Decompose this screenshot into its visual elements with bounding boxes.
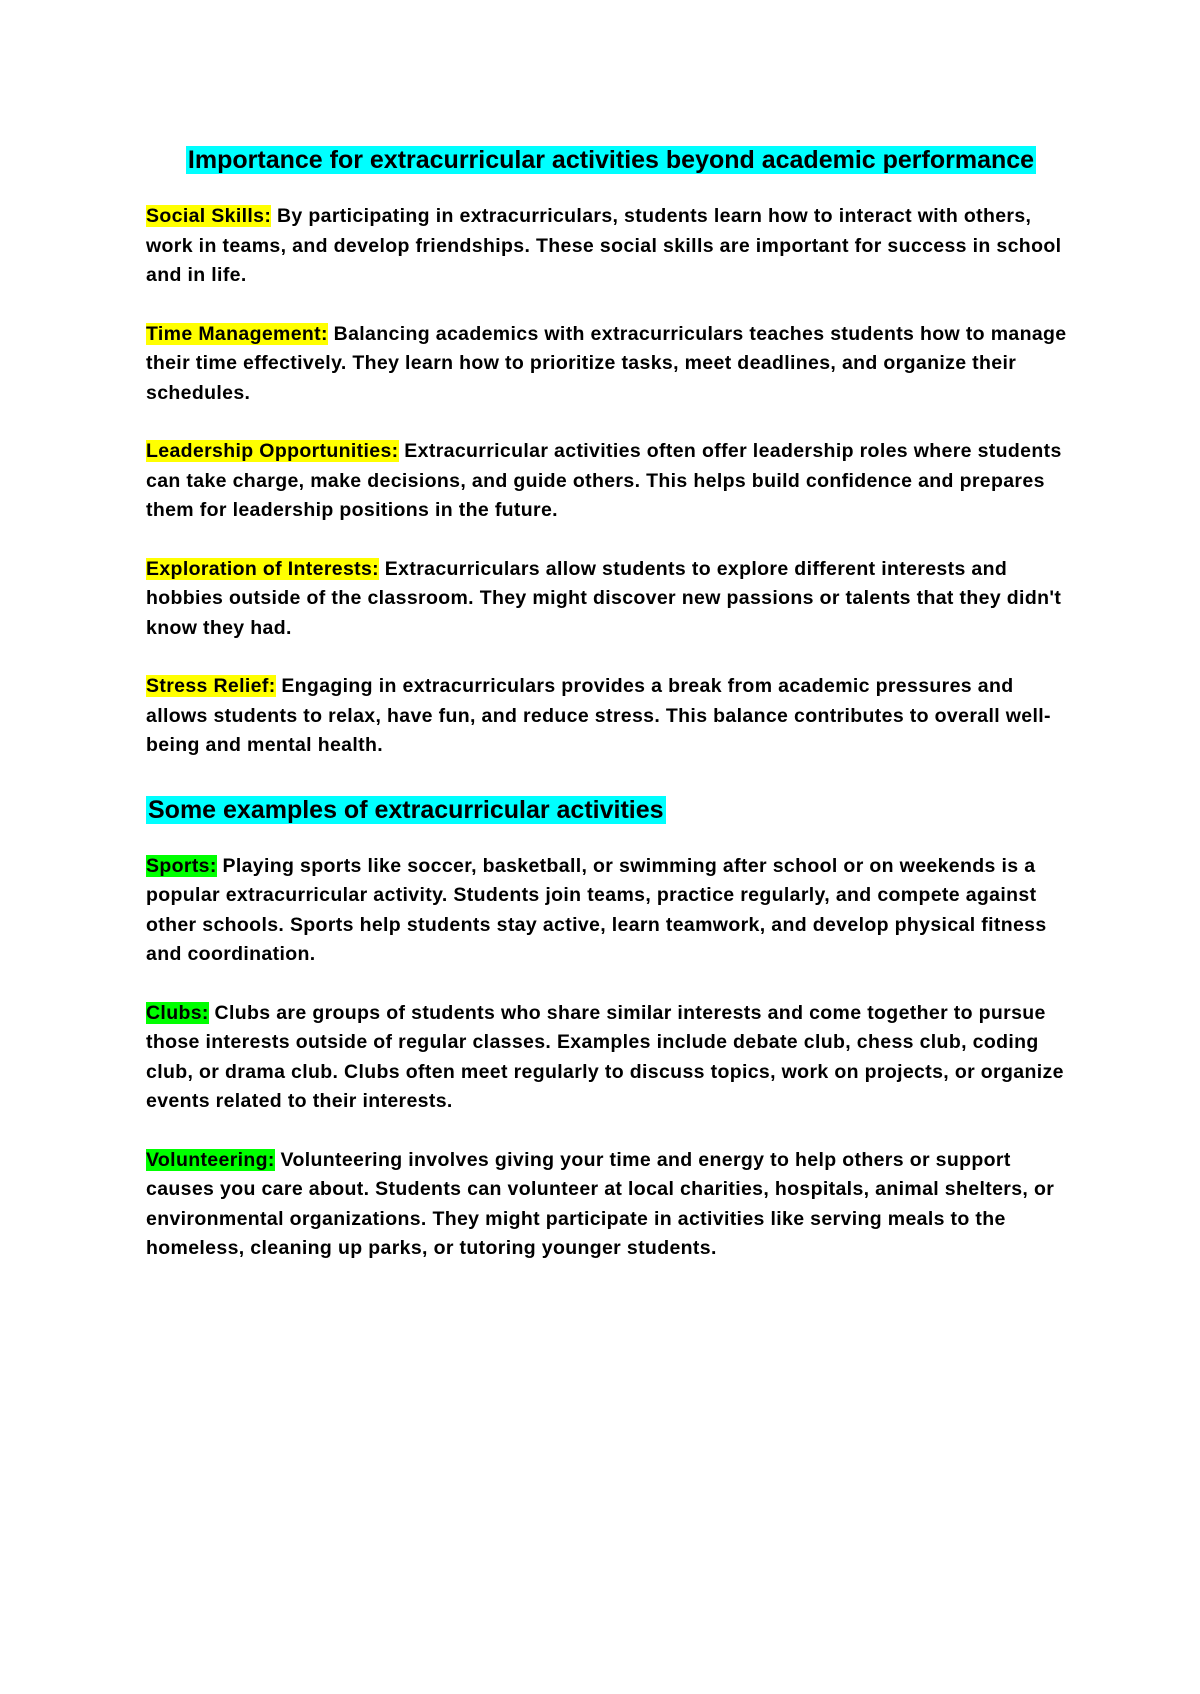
term-exploration-of-interests: Exploration of Interests: [146,557,380,580]
importance-paragraph-exploration [146,555,1076,644]
importance-list [146,202,1076,761]
text-sports: Playing sports like soccer, basketball, or swimming after school or on weekends is a popular extracurricular activity. Students join teams, practice regularly, and compete against other schools. Sports help students stay active, learn teamwork, and develop physical fitness and coordination. [146,854,1047,965]
importance-paragraph-stress-relief [146,672,1076,761]
term-social-skills: Social Skills: [146,205,272,227]
examples-heading-text: Some examples of extracurricular activities [148,795,664,824]
text-time-management: Balancing academics with extracurriculars teaches students how to manage their time effectively. They learn how to prioritize tasks, meet deadlines, and organize their schedules. [146,322,1067,404]
term-volunteering: Volunteering: [146,1148,275,1171]
importance-paragraph-leadership [146,437,1076,526]
examples-list [146,852,1076,1264]
term-leadership-opportunities: Leadership Opportunities: [146,440,399,462]
term-sports: Sports: [146,854,217,877]
example-paragraph-volunteering [146,1146,1076,1264]
examples-heading [146,790,1076,830]
example-paragraph-sports [146,852,1076,970]
text-volunteering: Volunteering involves giving your time and energy to help others or support causes you care about. Students can volunteer at local charities, hospitals, animal shelters, or environmental organizations. They might participate in activities like serving meals to the homeless, cleaning up parks, or tutoring younger students. [146,1148,1055,1259]
document-page [146,140,1076,1293]
text-stress-relief: Engaging in extracurriculars provides a break from academic pressures and allows students to relax, have fun, and reduce stress. This balance contributes to overall well-being and mental health. [146,675,1051,756]
importance-paragraph-time-management [146,320,1076,409]
term-time-management: Time Management: [146,322,328,345]
text-exploration-of-interests: Extracurriculars allow students to explore different interests and hobbies outside of the classroom. They might discover new passions or talents that they didn't know they had. [146,557,1062,639]
term-stress-relief: Stress Relief: [146,675,276,697]
text-social-skills: By participating in extracurriculars, students learn how to interact with others, work in teams, and develop friendships. These social skills are important for success in school and in life. [146,205,1062,286]
document-title-text: Importance for extracurricular activities beyond academic performance [187,146,1035,174]
term-clubs: Clubs: [146,1001,209,1024]
document-title [146,140,1076,180]
text-leadership-opportunities: Extracurricular activities often offer leadership roles where students can take charge, make decisions, and guide others. This helps build confidence and prepares them for leadership positions in the future. [146,440,1062,521]
importance-paragraph-social-skills [146,202,1076,291]
text-clubs: Clubs are groups of students who share similar interests and come together to pursue those interests outside of regular classes. Examples include debate club, chess club, coding club, or drama club. Clubs often meet regularly to discuss topics, work on projects, or organize events related to their interests. [146,1001,1064,1112]
example-paragraph-clubs [146,999,1076,1117]
